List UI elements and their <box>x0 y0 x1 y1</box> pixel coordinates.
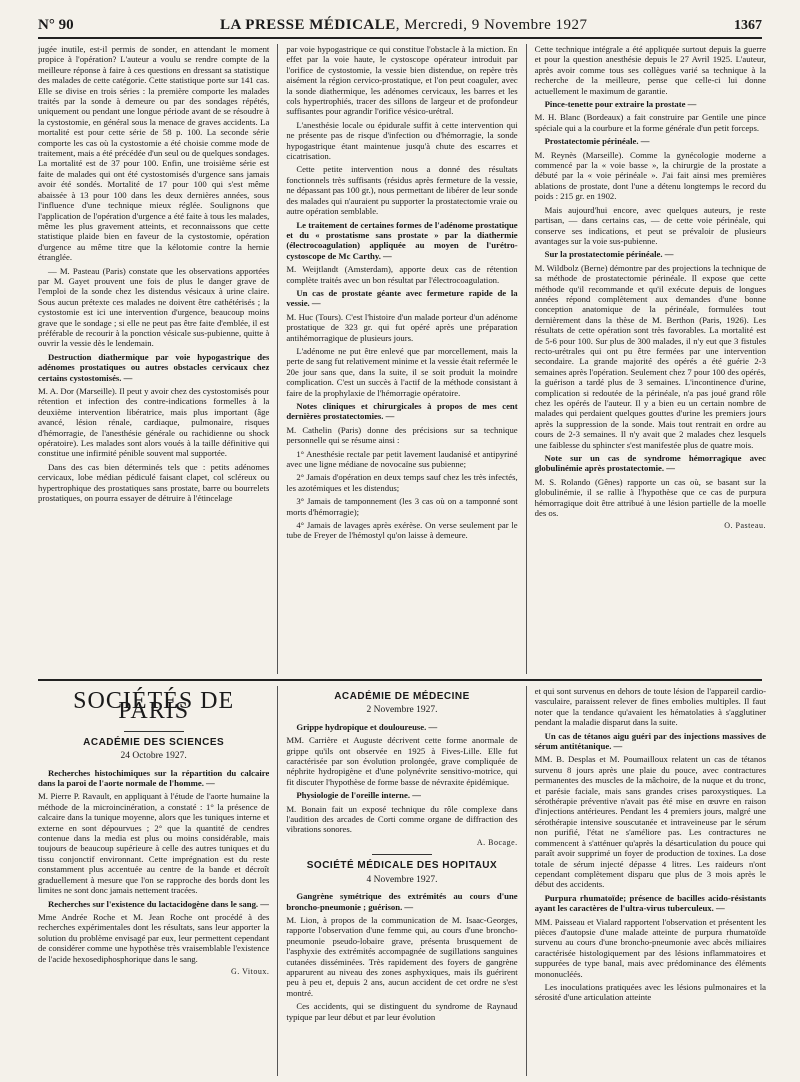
article-title: Gangrène symétrique des extrémités au cours d'une broncho-pneumonie ; guérison. — <box>286 891 518 912</box>
paragraph: M. S. Rolando (Gênes) rapporte un cas où, se basant sur la globulinémie, il se rallie à l'hypothèse que ce cas de purpura hémorragique doit être attribué à une lésion partielle de la moelle des os. <box>534 476 766 519</box>
article-title: Le traitement de certaines formes de l'adénome prostatique et du « prostatisme sans prostate » par la diathermie (électrocoagulation) appliquée au moyen de l'urétro-cystoscope de Mc Carthy. — <box>286 219 518 261</box>
paragraph: Les inoculations pratiquées avec les lésions pulmonaires et la sérosité d'une articulation atteinte <box>534 981 766 1003</box>
paragraph: MM. Carrière et Auguste décrivent cette forme anormale de grippe qu'ils ont observée en 1925 à Fives-Lille. Elle fut caractérisée par son évolution prolongée, grave compliquée de néphrite hydropigène et d'une polynévrite sensitivo-motrice, qui fit discuter l'hypothèse de forme basse de névraxite épidémique. <box>286 735 518 787</box>
session-date: 4 Novembre 1927. <box>366 874 438 885</box>
list-item: 3° Jamais de tamponnement (les 3 cas où on a tamponné sont morts d'hémorragie); <box>286 496 518 517</box>
paragraph: L'adénome ne put être enlevé que par morcellement, mais la perte de sang fut relativement minime et la vessie était refermée le 20e jour sans que, dans la suite, il se soit produit la moindre complication. C'est un succès à l'actif de la méthode consistant à faire de la prophylaxie de l'hémorragie opératoire. <box>286 345 518 398</box>
academy-heading: ACADÉMIE DE MÉDECINE <box>334 691 470 702</box>
society-heading: SOCIÉTÉ MÉDICALE DES HOPITAUX <box>306 860 498 872</box>
paragraph: MM. B. Desplas et M. Poumailloux relatent un cas de tétanos survenu 8 jours après une plaie du pouce, avec contractures permanentes des muscles de la mâchoire, de la nuque et du tronc, et parésie faciale, mais sans grandes crises paroxystiques. La sérothérapie préventive n'avait pas été mise en œuvre en raison d'injections antérieures. Pendant les 4 premiers jours, malgré une sérothérapie intensive souscutanée et intraveineuse par le sérum non purifié, l'état ne s'améliore pas. Les contractures ne commencent à s'atténuer qu'après la désarticulation du pouce qui paraît avoir supprimé un foyer de production de toxines. La dose totale de sérum injecté dépasse 4 litres. Les raideurs n'ont cependant complètement disparu que plus de 3 mois après le début des accidents. <box>534 754 766 890</box>
article-title: Recherches histochimiques sur la répartition du calcaire dans la paroi de l'aorte normale de l'homme. — <box>38 767 270 789</box>
paragraph: M. Huc (Tours). C'est l'histoire d'un malade porteur d'un adénome prostatique de 323 gr. qui fut opéré après une préparation antihémorragique de plusieurs jours. <box>286 311 518 343</box>
journal-title: LA PRESSE MÉDICALE <box>220 17 396 33</box>
article-title: Recherches sur l'existence du lactacidogène dans le sang. — <box>48 898 269 909</box>
bottom-column-1 <box>38 686 269 1076</box>
issue-number: N° 90 <box>38 17 74 33</box>
session-date: 24 Octobre 1927. <box>120 751 187 762</box>
paragraph: M. A. Dor (Marseille). Il peut y avoir chez des cystostomisés pour rétention et infection des contre-indications formelles à la deuxième intervention libératrice, mais plus important (âge avancé, lésion rénale, cardiaque, pulmonaire, risques d'hémorragie, de l'anesthésie générale ou rachidienne ou shock opératoire). Les malades sont alors voués à la taille définitive qui constitue une infirmité pénible souvent mal supportée. <box>38 386 270 459</box>
academy-heading: ACADÉMIE DES SCIENCES <box>83 736 225 748</box>
article-title: Purpura rhumatoïde; présence de bacilles acido-résistants ayant les caractères de l'ultra-virus tuberculeux. — <box>534 892 766 914</box>
paragraph: M. H. Blanc (Bordeaux) a fait construire par Gentile une pince spéciale qui a la courbure et la forme générale d'un petit forceps. <box>534 112 766 133</box>
bottom-columns <box>38 686 766 1076</box>
paragraph: M. Wildbolz (Berne) démontre par des projections la technique de sa méthode de prostatectomie périnéale. Il expose que cette méthode qu'il recommande et qu'il exécute depuis de longues années répond complètement aux demandes d'une bonne conception anatomique de la périnéale, formulées tout dernièrement dans la thèse de M. Berthon (Paris, 1926). Les résultats de cette opération sont très favorables. La mortalité est de 5-6 pour 100. Sur plus de 300 malades, il n'y eut que 3 fistules recto-urétrales qui ont pu être fermées par une intervention secondaire. La grande majorité des opérés a été guérie 2-3 semaines après l'opération. Seulement chez 7 pour 100 des opérés, la guérison a tardé plus de 3 semaines. L'incontinence d'urine, complication si redoutée de la périnéale, n'a pas joué grand rôle chez les opérés de l'auteur. Il y a bien eu un certain nombre de malades qui perdaient quelques gouttes d'urine les premiers jours après la suppression de la sonde. Mais tout rentrait en ordre au cours de 2-3 semaines. Il n'y avait que 2 malades chez lesquels une faiblesse du sphincter s'est manifestée plus de quatre mois. <box>534 262 766 450</box>
author-signature: A. Bocage. <box>476 837 518 847</box>
column-divider <box>277 44 278 674</box>
section-divider <box>38 679 762 681</box>
page-header <box>38 8 762 39</box>
paragraph: M. Lion, à propos de la communication de M. Isaac-Georges, rapporte l'observation d'une femme qui, au cours d'une broncho-pneumonie pseudo-lobaire grave, présenta brusquement de l'asphyxie des extrémités accompagnée de sugillations sanguines cutanées disséminées. Très rapidement des foyers de gangrène apparurent au niveau des zones asphyxiques, mais ils guérirent peu à peu et, depuis 2 ans, aucun accident de cet ordre ne s'est montré. <box>286 914 518 998</box>
paragraph: par voie hypogastrique ce qui constitue l'obstacle à la miction. En effet par la voie haute, le cystoscope opérateur introduit par l'orifice de cystostomie, la vessie bien distendue, on repère très aisément la région cervico-prostatique, et l'on peut coaguler, avec la sonde diathermique, les adénomes cervicaux, les barres et les cols hypertrophiés, tracer des sillons de largeur et de profondeur suffisantes pour agrandir l'orifice vésico-urétral. <box>286 44 518 117</box>
article-title: Pince-tenette pour extraire la prostate — <box>544 99 697 110</box>
session-date: 2 Novembre 1927. <box>366 705 438 716</box>
top-column-1 <box>38 44 269 674</box>
top-column-2 <box>286 44 517 674</box>
article-title: Note sur un cas de syndrome hémorragique avec globulinémie après prostatectomie. — <box>534 453 766 474</box>
section-title: SOCIÉTÉS DE PARIS <box>73 688 235 725</box>
article-title: Destruction diathermique par voie hypogastrique des adénomes prostatiques ou autres obstacles cervicaux chez certains cystostomisés. — <box>38 351 270 383</box>
paragraph: et qui sont survenus en dehors de toute lésion de l'appareil cardio-vasculaire, paraissent relever de fines embolies multiples. Il faut noter que la tendance qu'avaient les hématolaties à s'agglutiner pendant la maladie disparut dans la suite. <box>534 686 766 728</box>
top-column-3 <box>535 44 766 674</box>
article-title: Sur la prostatectomie périnéale. — <box>544 249 674 260</box>
list-item: 4° Jamais de lavages après exérèse. On verse seulement par le tube de Freyer de l'hémostyl qu'on laisse à demeure. <box>286 520 518 541</box>
paragraph: M. Reynès (Marseille). Comme la gynécologie moderne a commencé par la « voie basse », la chirurgie de la prostate a débuté par la « voie périnéale ». J'ai fait ainsi mes premières ablations de prostate, dont l'une a détenu longtemps le record du poids : 215 gr. en 1902. <box>534 149 766 202</box>
paragraph: M. Pierre P. Ravault, en appliquant à l'étude de l'aorte humaine la méthode de la microincinération, a constaté : 1° la présence de calcaire dans la tunique moyenne, alors que les tuniques interne et externe en sont dépourvues ; 2° que la quantité de cendres contenue dans la media est plus ou moins considérable, mais toujours de beaucoup supérieure à celle des autres tuniques et du tissu conjonctif environnant. Cette imprégnation est du reste constamment plus accentuée au centre de la bande et décroît graduellement à mesure que l'on se rapproche des bords dont les limites ne sont donc jamais nettement tracées. <box>38 791 270 896</box>
bottom-column-2 <box>286 686 517 1076</box>
paragraph: M. Bonain fait un exposé technique du rôle complexe dans l'audition des arcades de Corti comme organe de diffraction des vibrations sonores. <box>286 803 518 835</box>
paragraph: MM. Paisseau et Vialard rapportent l'observation et présentent les pièces d'autopsie d'une malade atteinte de purpura rhumatoïde survenu au cours d'une broncho-pneumonie avec abcès miliaires caractérisée histologiquement par des lésions inflammatoires et suppurées de type banal, mais avec prédominance des éléments mononucléés. <box>534 916 766 979</box>
author-signature: G. Vitoux. <box>230 966 270 976</box>
article-title: Prostatectomie périnéale. — <box>544 136 650 147</box>
column-divider <box>277 686 278 1076</box>
paragraph: Cette petite intervention nous a donné des résultats fonctionnels très suffisants (résidus après fermeture de la vessie, ne dépassant pas 100 gr.), nous permettant de libérer de leur sonde des malades qui n'auraient pu supporter la prostatectomie vraie ou autre opération semblable. <box>286 164 518 217</box>
paragraph: L'anesthésie locale ou épidurale suffit à cette intervention qui ne présente pas de risque d'infection ou d'hémorragie, la sonde hypogastrique étant maintenue jusqu'à chute des escarres et cicatrisation. <box>286 119 518 162</box>
paragraph: M. Cathelin (Paris) donne des précisions sur sa technique personnelle qui se résume ainsi : <box>286 424 518 446</box>
paragraph: M. Weijtlandt (Amsterdam), apporte deux cas de rétention complète traités avec un bon résultat par l'électrocoagulation. <box>286 264 518 285</box>
paragraph: jugée inutile, est-il permis de sonder, en attendant le moment propice à l'opération? L'auteur a voulu se rendre compte de la meilleure réponse à faire à ces questions en dressant sa statistique des malades de cette catégorie. Cette statistique porte sur 141 cas. Elle se divise en trois séries : la première comporte les malades traités par la sonde à demeure ou par des sondages répétés, uniquement ou pendant une longue période avant de se résoudre à la cystostomie, en général sous la menace de graves accidents. La mortalité est pour cette série de 58 p. 100. La seconde série comporte les cas où la cystostomie a été choisie comme mode de traitement, mais a été précédée d'un seul ou de quelques sondages. La mortalité est de 37 pour 100. Enfin, une troisième série est faite de malades qui ont été cystostomisés d'urgence sans jamais avoir été sondés. Mortalité de 17 pour 100 qui s'est même abaissée à 13 pour 100 dans les deux dernières années, sous l'influence d'une technique mieux réglée. Soulignons que l'application de l'opération d'urgence a été faite à tous les malades, même les plus gravement atteints, et reconnaissons que cette statistique plaide bien en faveur de la cystostomie, opération d'urgence au même titre que la kélotomie contre la hernie étranglée. <box>38 44 270 263</box>
article-title: Un cas de prostate géante avec fermeture rapide de la vessie. — <box>286 287 518 309</box>
author-signature: O. Pasteau. <box>724 521 766 531</box>
column-divider <box>526 44 527 674</box>
paragraph: Ces accidents, qui se distinguent du syndrome de Raynaud typique par leur début et par leur évolution <box>286 1001 518 1022</box>
paragraph: Mais aujourd'hui encore, avec quelques auteurs, je reste partisan, — dans certains cas, — de cette voie périnéale, qui conserve ses indications, et peut se prévaloir de plusieurs avantages sur la voie sus-pubienne. <box>534 204 766 246</box>
article-title: Un cas de tétanos aigu guéri par des injections massives de sérum antitétanique. — <box>534 730 766 752</box>
list-item: 2° Jamais d'opération en deux temps sauf chez les très infectés, les azotémiques et les distendus; <box>286 472 518 493</box>
article-title: Grippe hydropique et douloureuse. — <box>296 721 438 732</box>
bottom-column-3 <box>535 686 766 1076</box>
paragraph: Mme Andrée Roche et M. Jean Roche ont procédé à des recherches expérimentales dont les résultats, sans leur apporter la solution du problème envisagé par eux, leur permettent cependant de considérer comme une hypothèse très vraisemblable l'existence de l'acide hexosediphosphorique dans le sang. <box>38 911 270 964</box>
paragraph: Dans des cas bien déterminés tels que : petits adénomes cervicaux, lobe médian pédiculé faisant clapet, col scléreux ou hypertrophique des prostatiques sans prostate, barre ou bourrelets prostatiques, on pourra essayer de détruire à l'étincelage <box>38 461 270 504</box>
article-title: Physiologie de l'oreille interne. — <box>296 790 421 801</box>
paragraph: Cette technique intégrale a été appliquée surtout depuis la guerre et pour la question anesthésie depuis le 27 Avril 1925. L'auteur, après avoir comme tous ses collègues varié sa technique à la recherche de la meilleure, pense que celle-ci lui donne actuellement le maximum de garantie. <box>534 44 766 96</box>
journal-header: LA PRESSE MÉDICALE, Mercredi, 9 Novembre 1927 <box>220 17 588 33</box>
divider <box>124 731 184 732</box>
paragraph: — M. Pasteau (Paris) constate que les observations apportées par M. Gayet prouvent une fois de plus le danger grave de l'emploi de la sonde chez les distendus vésicaux à urine claire. Sous aucun prétexte ces malades ne doivent être cathétérisés ; la cystostomie est ici une intervention d'urgence, beaucoup moins grave que le sondage ; si elle ne peut pas être faite d'emblée, il est préférable de recourir à la ponction vésicale sus-pubienne, quitte à ouvrir la vessie dès le lendemain. <box>38 265 270 349</box>
divider <box>372 854 432 855</box>
list-item: 1° Anesthésie rectale par petit lavement laudanisé et antipyriné avec une ligne médiane de novocaïne sus pubienne; <box>286 448 518 470</box>
column-divider <box>526 686 527 1076</box>
page-number: 1367 <box>734 18 762 33</box>
issue-date: Mercredi, 9 Novembre 1927 <box>404 17 588 33</box>
top-columns <box>38 44 766 674</box>
article-title: Notes cliniques et chirurgicales à propos de mes cent dernières prostatectomies. — <box>286 401 518 422</box>
